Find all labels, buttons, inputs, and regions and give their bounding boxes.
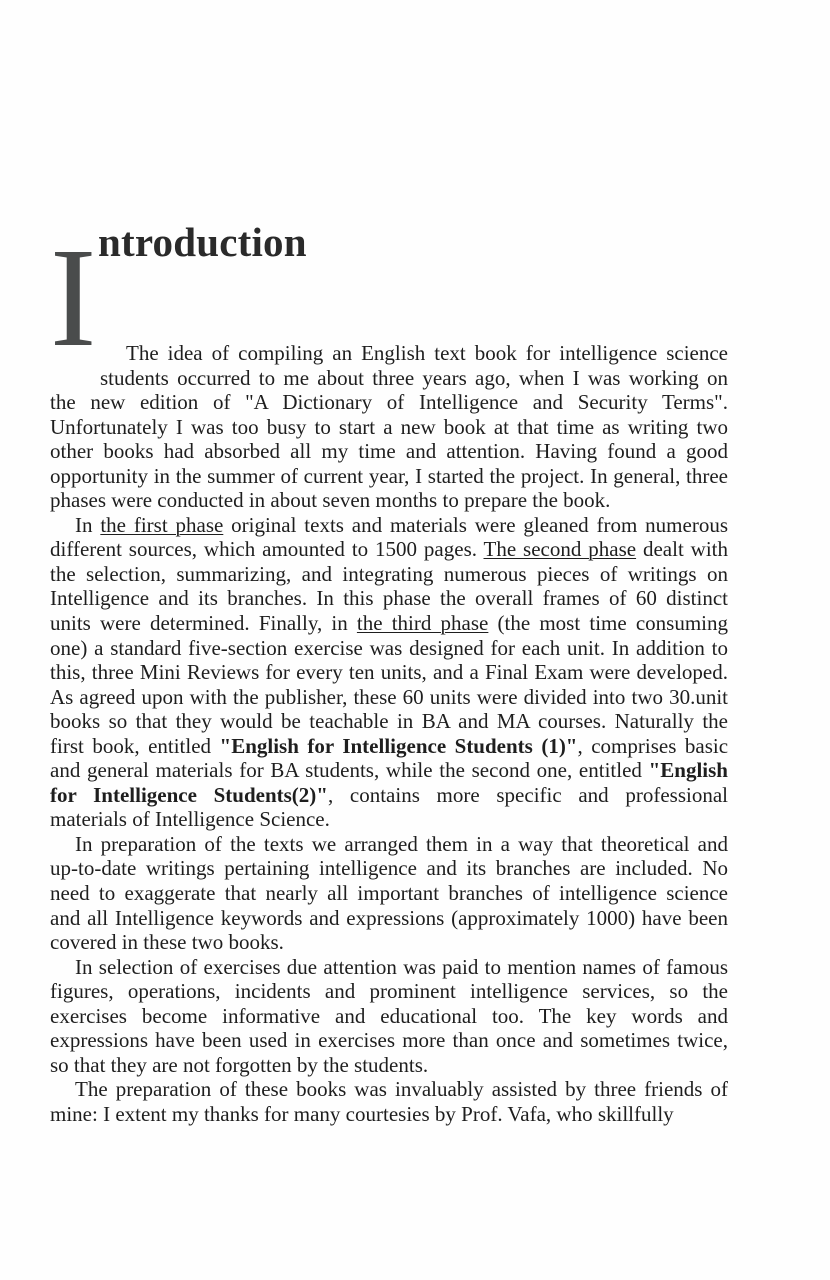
text-line	[50, 1028, 728, 1053]
drop-cap-letter: I	[50, 218, 97, 376]
text-run: and all Intelligence keywords and expressions (approximately 1000) have been	[50, 905, 728, 930]
text-run: Intelligence and its branches. In this phase the overall frames of 60 distinct	[50, 586, 728, 611]
text-line	[50, 856, 728, 881]
text-line	[50, 513, 728, 538]
text-line	[50, 1102, 728, 1127]
text-run: up-to-date writings pertaining intelligence and its branches are included. No	[50, 856, 728, 881]
text-run: mine: I extent my thanks for many courtesies by Prof. Vafa, who skillfully	[50, 1101, 674, 1126]
text-line	[50, 783, 728, 808]
paragraph	[50, 341, 728, 513]
text-line	[50, 366, 728, 391]
text-line	[50, 955, 728, 980]
heading-text: ntroduction	[98, 219, 307, 265]
text-run: and general materials for BA students, while the second one, entitled	[50, 758, 649, 783]
text-line	[50, 341, 728, 366]
text-run: one) a standard five-section exercise was designed for each unit. In addition to	[50, 635, 728, 660]
text-run: The preparation of these books was invaluably assisted by three friends of	[75, 1077, 728, 1102]
underlined-phrase: the third phase	[356, 611, 489, 636]
text-run: Unfortunately I was too busy to start a new book at that time as writing two	[50, 414, 728, 439]
text-line	[50, 488, 728, 513]
text-run: phases were conducted in about seven months to prepare the book.	[50, 488, 611, 513]
text-run: The idea of compiling an English text book for intelligence science	[126, 341, 728, 365]
paragraph	[50, 513, 728, 832]
text-line	[50, 390, 728, 415]
text-run: different sources, which amounted to 1500 pages.	[50, 537, 484, 562]
text-run: the selection, summarizing, and integrating numerous pieces of writings on	[50, 561, 728, 586]
text-run: need to exaggerate that nearly all important branches of intelligence science	[50, 881, 728, 906]
text-run: , contains more specific and professional	[327, 782, 728, 807]
underlined-phrase: The second phase	[483, 537, 637, 562]
text-run: , comprises basic	[577, 733, 728, 758]
text-line	[50, 807, 728, 832]
text-line	[50, 586, 728, 611]
text-line	[50, 415, 728, 440]
text-line	[50, 709, 728, 734]
text-run: students occurred to me about three years ago, when I was working on	[100, 365, 728, 390]
text-run: In	[75, 512, 101, 537]
text-line	[50, 537, 728, 562]
underlined-phrase: the first phase	[100, 512, 224, 537]
text-line	[50, 832, 728, 857]
text-line	[50, 734, 728, 759]
text-run: materials of Intelligence Science.	[50, 807, 330, 832]
bold-title: "English	[648, 758, 728, 783]
text-run: expressions have been used in exercises more than once and sometimes twice,	[50, 1028, 728, 1053]
text-line	[50, 930, 728, 955]
text-line	[50, 562, 728, 587]
text-line	[50, 758, 728, 783]
text-run: books so that they would be teachable in BA and MA courses. Naturally the	[50, 709, 728, 734]
text-line	[50, 1053, 728, 1078]
text-run: exercises become informative and educational too. The key words and	[50, 1003, 728, 1028]
text-run: the new edition of "A Dictionary of Intelligence and Security Terms".	[50, 390, 728, 415]
text-line	[50, 1004, 728, 1029]
text-line	[50, 906, 728, 931]
text-line	[50, 881, 728, 906]
paragraph	[50, 832, 728, 955]
text-run: other books had absorbed all my time and attention. Having found a good	[50, 439, 728, 464]
text-line	[50, 636, 728, 661]
text-run: In preparation of the texts we arranged them in a way that theoretical and	[75, 831, 728, 856]
body-text	[50, 341, 728, 1127]
text-run: figures, operations, incidents and prominent intelligence services, so the	[50, 979, 728, 1004]
bold-title: "English for Intelligence Students (1)"	[219, 733, 578, 758]
text-line	[50, 1077, 728, 1102]
text-run: covered in these two books.	[50, 930, 284, 955]
text-run: units were determined. Finally, in	[50, 611, 357, 636]
text-line	[50, 439, 728, 464]
text-line	[50, 979, 728, 1004]
text-run: (the most time consuming	[488, 611, 728, 636]
text-run: opportunity in the summer of current year, I started the project. In general, three	[50, 463, 728, 488]
text-run: dealt with	[636, 537, 728, 562]
text-line	[50, 685, 728, 710]
paragraph	[50, 1077, 728, 1126]
text-run: As agreed upon with the publisher, these 60 units were divided into two 30.unit	[50, 684, 728, 709]
text-line	[50, 464, 728, 489]
text-line	[50, 660, 728, 685]
text-run: this, three Mini Reviews for every ten units, and a Final Exam were developed.	[50, 660, 728, 685]
text-line	[50, 611, 728, 636]
text-run: original texts and materials were gleaned from numerous	[223, 512, 728, 537]
bold-title: for Intelligence Students(2)"	[50, 782, 328, 807]
text-run: In selection of exercises due attention was paid to mention names of famous	[75, 954, 728, 979]
text-run: so that they are not forgotten by the students.	[50, 1052, 429, 1077]
paragraph	[50, 955, 728, 1078]
text-run: first book, entitled	[50, 733, 220, 758]
